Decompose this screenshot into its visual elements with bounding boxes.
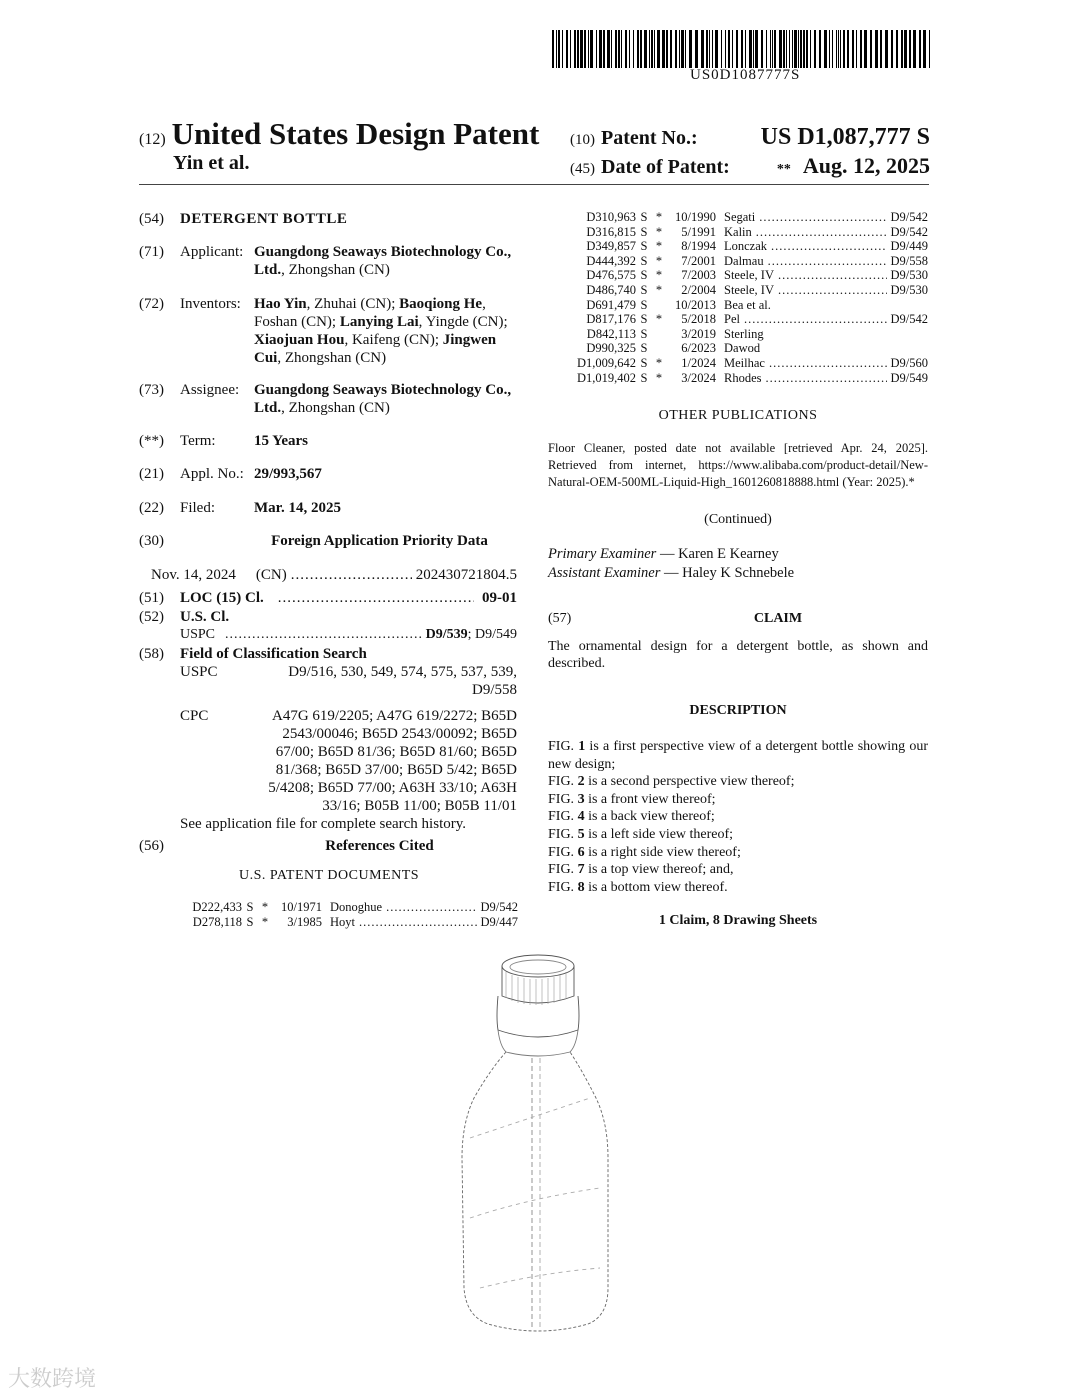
barcode-bar — [832, 30, 833, 68]
ref-star: * — [655, 282, 663, 297]
ref-star: * — [655, 253, 663, 268]
bottle-drawing — [440, 948, 640, 1338]
barcode-bar — [852, 30, 854, 68]
fig-description: FIG. 3 is a front view thereof; — [548, 791, 716, 807]
ref-no: D222,433 — [192, 900, 242, 914]
ref-date: 7/2001 — [681, 253, 716, 268]
reference-row — [566, 239, 928, 254]
barcode-bar — [838, 30, 839, 68]
barcode-bar — [706, 30, 708, 68]
barcode-bar — [574, 30, 576, 68]
ref-star: * — [655, 268, 663, 283]
ref-k: S — [246, 900, 254, 914]
field-30-priority: (30) Foreign Application Priority Data — [139, 533, 488, 549]
barcode-bar — [840, 30, 841, 68]
field-51-loc: (51) LOC (15) Cl. ..... 09-01 — [139, 589, 517, 607]
ref-name: Dalmau — [724, 253, 764, 268]
ref-no: D349,857 — [586, 239, 636, 254]
barcode-bar — [753, 30, 754, 68]
field-22-filed: (22) Filed: Mar. 14, 2025 — [139, 500, 341, 516]
ref-k: S — [640, 239, 648, 254]
ref-no: D691,479 — [586, 297, 636, 312]
barcode-bar — [880, 30, 882, 68]
ref-k: S — [640, 341, 648, 356]
other-publications-heading: OTHER PUBLICATIONS — [658, 408, 818, 423]
barcode-bar — [715, 30, 718, 68]
ref-name: Sterling — [724, 326, 764, 341]
barcode-bar — [607, 30, 610, 68]
barcode-bar — [792, 30, 793, 68]
barcode-bar — [712, 30, 713, 68]
barcode-bar — [875, 30, 878, 68]
barcode-bar — [856, 30, 857, 68]
patent-number-label: Patent No.: — [601, 127, 698, 149]
ref-dots — [386, 900, 476, 915]
ref-no: D486,740 — [586, 282, 636, 297]
barcode — [552, 30, 930, 68]
ref-star — [652, 341, 666, 356]
barcode-bar — [603, 30, 605, 68]
ref-k: S — [640, 253, 648, 268]
ref-k: S — [640, 355, 648, 370]
barcode-bar — [637, 30, 639, 68]
barcode-bar — [725, 30, 726, 68]
reference-row — [172, 915, 518, 930]
barcode-bar — [621, 30, 622, 68]
barcode-bar — [806, 30, 808, 68]
ref-no: D1,009,642 — [576, 355, 636, 370]
barcode-bar — [794, 30, 797, 68]
barcode-bar — [770, 30, 771, 68]
reference-row — [566, 356, 928, 371]
refs-right-list — [566, 210, 928, 385]
field-56-references: (56) References Cited — [139, 838, 434, 854]
barcode-bar — [929, 30, 930, 68]
patent-date: ** Aug. 12, 2025 — [776, 153, 930, 178]
ref-class: D9/447 — [480, 914, 518, 929]
inventor-short: Yin et al. — [173, 152, 250, 174]
patent-number: US D1,087,777 S — [760, 124, 930, 150]
reference-row — [566, 341, 928, 356]
barcode-bar — [599, 30, 602, 68]
ref-date: 10/2013 — [675, 297, 716, 312]
ref-star: * — [655, 370, 663, 385]
ref-star: * — [655, 224, 663, 239]
ref-class: D9/530 — [890, 282, 928, 297]
fig-description: FIG. 8 is a bottom view thereof. — [548, 879, 728, 895]
barcode-bar — [657, 30, 660, 68]
barcode-bar — [552, 30, 554, 68]
barcode-bar — [814, 30, 816, 68]
barcode-bar — [803, 30, 805, 68]
ref-k: S — [640, 326, 648, 341]
barcode-bar — [843, 30, 845, 68]
barcode-bar — [755, 30, 758, 68]
reference-row — [566, 254, 928, 269]
ref-no: D444,392 — [586, 253, 636, 268]
barcode-bar — [736, 30, 738, 68]
barcode-bar — [644, 30, 647, 68]
ref-name: Kalin — [724, 224, 752, 239]
ref-name: Lonczak — [724, 239, 768, 254]
barcode-bar — [670, 30, 672, 68]
ref-date: 3/2019 — [681, 326, 716, 341]
barcode-bar — [566, 30, 568, 68]
ref-class: D9/549 — [890, 370, 928, 385]
patent-number-block — [570, 124, 930, 179]
ref-k: S — [640, 282, 648, 297]
barcode-bar — [577, 30, 579, 68]
reference-row — [566, 268, 928, 283]
ref-star — [652, 298, 666, 313]
ref-name: Dawod — [724, 341, 761, 356]
assistant-examiner: Assistant Examiner — Haley K Schnebele — [548, 565, 795, 581]
barcode-bar — [662, 30, 665, 68]
ref-dots — [769, 356, 887, 371]
priority-row: Nov. 14, 2024 (CN) ..... 202430721804.5 — [151, 566, 517, 584]
ref-date: 10/1971 — [281, 900, 322, 914]
barcode-bar — [558, 30, 560, 68]
continued-note: (Continued) — [704, 512, 772, 527]
barcode-bar — [611, 30, 612, 68]
patent-number-row: (10) Patent No.: US D1,087,777 S — [570, 124, 930, 150]
barcode-bar — [870, 30, 872, 68]
ref-date: 7/2003 — [681, 268, 716, 283]
reference-row — [172, 900, 518, 915]
barcode-bar — [779, 30, 782, 68]
ref-name: Meilhac — [724, 355, 765, 370]
barcode-bar — [786, 30, 787, 68]
claim-text: The ornamental design for a detergent bottle, as shown and described. — [548, 639, 928, 671]
other-publications-text: Floor Cleaner, posted date not available [retrieved Apr. 24, 2025]. Retrieved from internet, https://www.alibaba.com/product-detail/New-Natural-OEM-500ML-Liquid-High_1601260818888.html (Year: 2025).* — [548, 441, 928, 489]
refs-left-list — [172, 900, 518, 929]
field-72-inventors: (72) Inventors: Hao Yin, Zhuhai (CN); Baoqiong He, Foshan (CN); Lanying Lai, Yingde (CN); Xiaojuan Hou, Kaifeng (CN); Jingwen Cui, Zhongshan (CN) — [139, 296, 508, 366]
barcode-bar — [675, 30, 677, 68]
barcode-bar — [741, 30, 743, 68]
barcode-bar — [919, 30, 921, 68]
ref-class: D9/542 — [480, 900, 518, 914]
reference-row — [566, 327, 928, 342]
kind-code: (12) — [139, 131, 166, 148]
ref-dots — [744, 312, 887, 327]
barcode-bar — [728, 30, 730, 68]
barcode-bar — [885, 30, 888, 68]
barcode-bar — [695, 30, 698, 68]
ref-name: Donoghue — [330, 900, 383, 914]
ref-dots — [778, 283, 887, 298]
ref-no: D842,113 — [586, 326, 636, 341]
reference-row — [566, 225, 928, 240]
barcode-bar — [629, 30, 630, 68]
ref-star: * — [655, 239, 663, 254]
barcode-bar — [909, 30, 911, 68]
ref-date: 1/2024 — [681, 355, 716, 370]
ref-date: 10/1990 — [675, 210, 716, 224]
barcode-bar — [651, 30, 653, 68]
fig-description: FIG. 4 is a back view thereof; — [548, 809, 715, 825]
barcode-bar — [901, 30, 903, 68]
claim-heading: (57) CLAIM — [548, 611, 803, 626]
barcode-bar — [625, 30, 627, 68]
barcode-bar — [633, 30, 634, 68]
field-58-search: (58) Field of Classification Search USPC D9/516, 530, 549, 574, 575, 537, 539, D9/558 CPC A47G 619/2205; A47G 619/2272; B65D 2543/00046; B65D 2543/00092; B65D 67/00; B65D 81/36; B65D 81/60; B65D 81/368; B65D 37/00; B65D 5/42; B65D 5/4208; B65D 77/00; A63H 33/10; A63H 33/16; B05B 11/00; B05B 11/01 See application file for complete search history. — [139, 646, 517, 832]
ref-class: D9/542 — [890, 210, 928, 224]
ref-star: * — [655, 355, 663, 370]
barcode-bar — [588, 30, 589, 68]
barcode-bar — [654, 30, 655, 68]
ref-class: D9/542 — [890, 224, 928, 239]
watermark: 大数跨境 — [8, 1367, 97, 1392]
barcode-bar — [618, 30, 620, 68]
barcode-bar — [798, 30, 799, 68]
barcode-bar — [860, 30, 862, 68]
barcode-bar — [847, 30, 849, 68]
ref-name: Hoyt — [330, 914, 355, 929]
fig-description: FIG. 2 is a second perspective view thereof; — [548, 774, 795, 790]
ref-no: D990,325 — [586, 341, 636, 356]
barcode-bar — [749, 30, 752, 68]
barcode-bar — [649, 30, 650, 68]
patent-kind-title: (12) United States Design Patent — [139, 116, 540, 151]
ref-dots — [768, 254, 887, 269]
barcode-bar — [836, 30, 837, 68]
patent-date-row: (45) Date of Patent: ** Aug. 12, 2025 — [570, 153, 930, 178]
ref-dots — [759, 210, 886, 225]
barcode-bar — [819, 30, 821, 68]
barcode-bar — [772, 30, 773, 68]
ref-date: 3/1985 — [287, 914, 322, 929]
ref-date: 5/1991 — [681, 224, 716, 239]
barcode-bar — [745, 30, 746, 68]
barcode-bar — [824, 30, 827, 68]
reference-row — [566, 312, 928, 327]
ref-no: D1,019,402 — [576, 370, 636, 385]
ref-no: D316,815 — [586, 224, 636, 239]
barcode-bar — [562, 30, 563, 68]
ref-star: * — [655, 210, 663, 224]
barcode-bar — [580, 30, 583, 68]
header-rule — [139, 184, 929, 185]
barcode-bar — [596, 30, 597, 68]
ref-date: 2/2004 — [681, 282, 716, 297]
barcode-bar — [679, 30, 680, 68]
ref-name: Steele, IV — [724, 282, 774, 297]
drawing-summary: 1 Claim, 8 Drawing Sheets — [658, 913, 818, 928]
barcode-bar — [615, 30, 617, 68]
ref-dots — [359, 915, 477, 930]
barcode-bar — [721, 30, 722, 68]
ref-class: D9/449 — [890, 239, 928, 254]
barcode-bar — [681, 30, 684, 68]
barcode-bar — [640, 30, 642, 68]
ref-date: 5/2018 — [681, 312, 716, 327]
ref-k: S — [246, 914, 254, 929]
barcode-bar — [766, 30, 767, 68]
ref-dots — [756, 225, 887, 240]
barcode-bar — [904, 30, 907, 68]
barcode-bar — [689, 30, 692, 68]
field-52-us-cl: (52) U.S. Cl. USPC ..... D9/539 ; D9/549 — [139, 608, 517, 644]
ref-star: * — [655, 312, 663, 327]
barcode-bar — [774, 30, 776, 68]
barcode-bar — [584, 30, 586, 68]
field-21-appl-no: (21) Appl. No.: 29/993,567 — [139, 466, 322, 482]
barcode-bar — [891, 30, 893, 68]
barcode-bar — [761, 30, 763, 68]
ref-class: D9/560 — [890, 355, 928, 370]
field-54-title: (54) DETERGENT BOTTLE — [139, 211, 348, 227]
barcode-number: US0D1087777S — [690, 67, 801, 83]
ref-no: D278,118 — [192, 914, 242, 929]
barcode-bar — [864, 30, 867, 68]
barcode-bar — [590, 30, 593, 68]
field-term: (**) Term: 15 Years — [139, 433, 309, 449]
ref-dots — [778, 268, 887, 283]
fig-description: FIG. 5 is a left side view thereof; — [548, 826, 734, 842]
reference-row — [566, 210, 928, 225]
barcode-bar — [810, 30, 811, 68]
reference-row — [566, 283, 928, 298]
barcode-bar — [732, 30, 733, 68]
ref-date: 6/2023 — [681, 341, 716, 356]
ref-dots — [766, 371, 887, 386]
ref-name: Rhodes — [724, 370, 762, 385]
ref-k: S — [640, 224, 648, 239]
ref-star: * — [261, 900, 269, 914]
barcode-bar — [896, 30, 898, 68]
primary-examiner: Primary Examiner — Karen E Kearney — [548, 546, 779, 562]
reference-row — [566, 371, 928, 386]
ref-name: Pel — [724, 312, 740, 327]
barcode-bar — [829, 30, 830, 68]
barcode-bar — [701, 30, 704, 68]
barcode-bar — [783, 30, 785, 68]
ref-class: D9/558 — [890, 253, 928, 268]
ref-dots — [771, 239, 886, 254]
barcode-bar — [709, 30, 710, 68]
fig-description: FIG. 1 is a first perspective view of a detergent bottle showing our new design; — [548, 739, 929, 772]
ref-date: 8/1994 — [681, 239, 716, 254]
ref-name: Segati — [724, 210, 756, 224]
barcode-bar — [666, 30, 668, 68]
fig-description: FIG. 7 is a top view thereof; and, — [548, 862, 734, 878]
ref-k: S — [640, 370, 648, 385]
ref-date: 3/2024 — [681, 370, 716, 385]
barcode-bar — [570, 30, 571, 68]
ref-no: D817,176 — [586, 312, 636, 327]
ref-k: S — [640, 297, 648, 312]
barcode-bar — [913, 30, 916, 68]
field-73-assignee: (73) Assignee: Guangdong Seaways Biotechnology Co., Ltd., Zhongshan (CN) — [139, 382, 512, 416]
reference-row — [566, 298, 928, 313]
ref-star — [652, 327, 666, 342]
ref-k: S — [640, 312, 648, 327]
fig-description: FIG. 6 is a right side view thereof; — [548, 844, 741, 860]
ref-no: D310,963 — [586, 210, 636, 224]
ref-class: D9/542 — [890, 312, 928, 327]
ref-name: Bea et al. — [724, 297, 771, 312]
barcode-bar — [800, 30, 802, 68]
ref-class: D9/530 — [890, 268, 928, 283]
ref-star: * — [261, 914, 269, 929]
description-heading: DESCRIPTION — [689, 703, 787, 718]
patent-date-label: Date of Patent: — [601, 156, 730, 178]
field-71-applicant: (71) Applicant: Guangdong Seaways Biotechnology Co., Ltd., Zhongshan (CN) — [139, 244, 512, 278]
ref-k: S — [640, 268, 648, 283]
barcode-bar — [685, 30, 686, 68]
barcode-bar — [923, 30, 926, 68]
ref-name: Steele, IV — [724, 268, 774, 283]
description-figs — [548, 738, 928, 896]
ref-no: D476,575 — [586, 268, 636, 283]
barcode-bar — [789, 30, 790, 68]
ref-k: S — [640, 210, 648, 224]
us-patent-documents-heading: U.S. PATENT DOCUMENTS — [238, 868, 420, 883]
barcode-bar — [556, 30, 557, 68]
examiners — [548, 545, 928, 583]
